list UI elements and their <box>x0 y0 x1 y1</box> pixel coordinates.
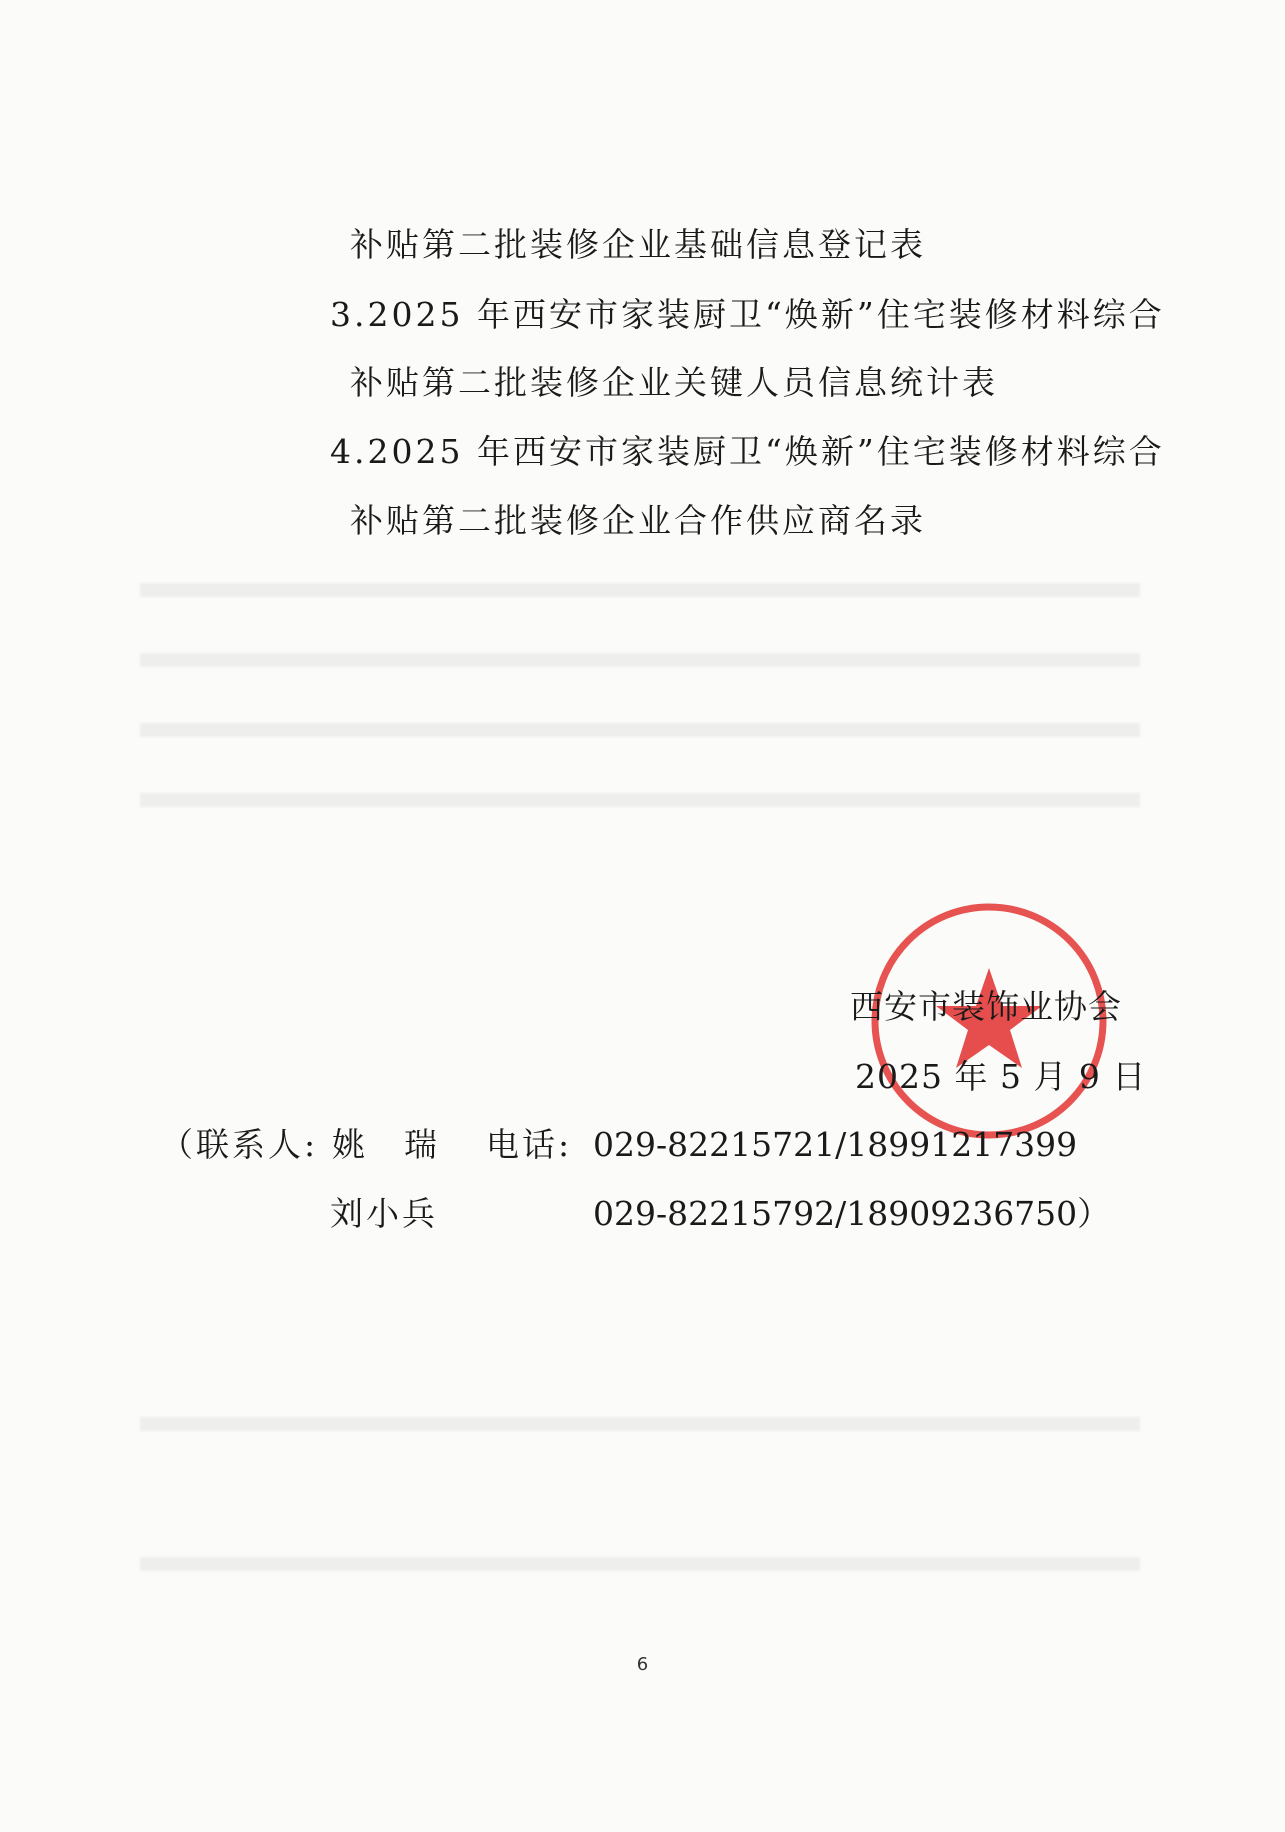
contact-phone-2: 029-82215792/18909236750） <box>593 1194 1111 1233</box>
bleed-through-line <box>140 1557 1140 1571</box>
bleed-through-line <box>140 793 1140 807</box>
bleed-through-line <box>140 1417 1140 1431</box>
attachment-line: 补贴第二批装修企业关键人员信息统计表 <box>350 363 998 402</box>
attachment-line: 补贴第二批装修企业基础信息登记表 <box>350 225 926 264</box>
attachment-line: 3.2025 年西安市家装厨卫“焕新”住宅装修材料综合 <box>330 295 1165 334</box>
bleed-through-line <box>140 723 1140 737</box>
signing-organization: 西安市装饰业协会 <box>850 987 1122 1026</box>
attachment-line: 4.2025 年西安市家装厨卫“焕新”住宅装修材料综合 <box>330 432 1165 471</box>
bleed-through-line <box>140 653 1140 667</box>
bleed-through-line <box>140 583 1140 597</box>
phone-label: 电话: <box>486 1125 573 1164</box>
contact-name-1: 姚 瑞 <box>332 1125 440 1164</box>
attachment-line: 补贴第二批装修企业合作供应商名录 <box>350 501 926 540</box>
page-number: 6 <box>636 1654 649 1675</box>
contact-label: （联系人: <box>160 1125 319 1164</box>
contact-name-2: 刘小兵 <box>330 1194 438 1233</box>
signing-date: 2025 年 5 月 9 日 <box>855 1057 1147 1096</box>
contact-phone-1: 029-82215721/18991217399 <box>593 1125 1078 1164</box>
